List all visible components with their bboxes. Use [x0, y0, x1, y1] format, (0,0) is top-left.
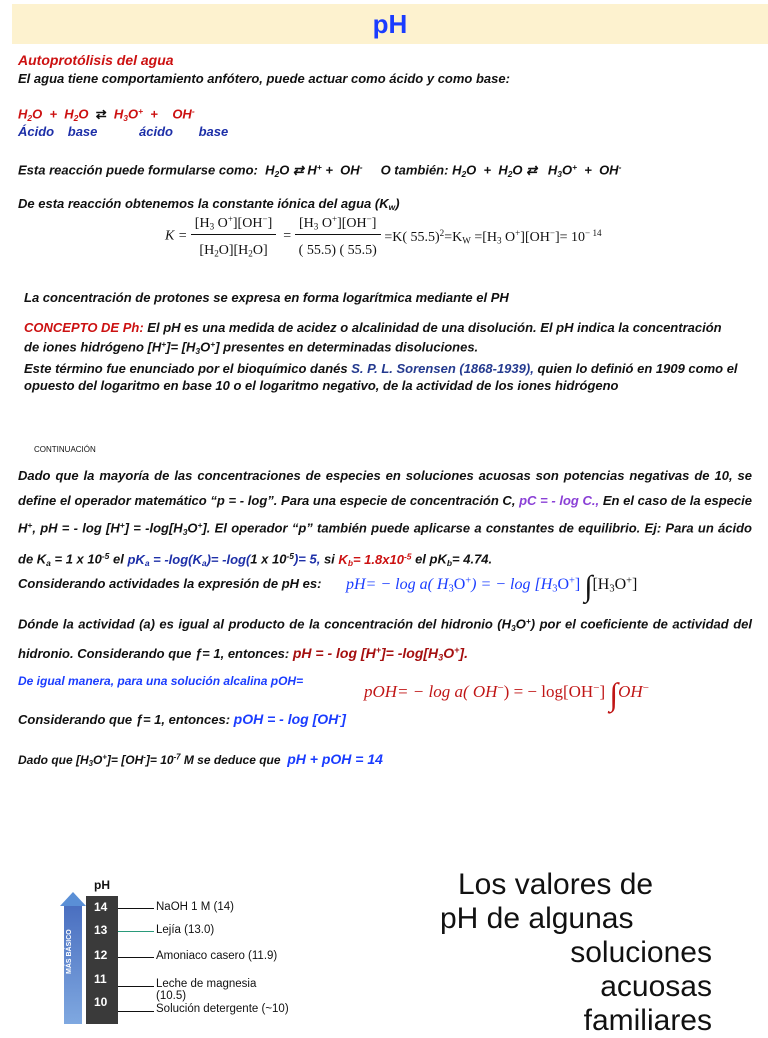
scale-item: Leche de magnesia: [156, 978, 257, 990]
definition-paragraph: Dado que la mayoría de las concentraciones de especies en soluciones acuosas son potencias negativas de 10, se define el operador matemático “p = - log”. Para una especie de concentración C, pC = - log C., En el caso de la especie H+, pH = - $\log [H^+] = -\log[H_3O^+]$. El operador “p” también puede aplicarse a constantes de equilibrio. Ej: Para un ácido de $K_a = 1$ x $10^{-5}$ el $pK_a = -\log(K_a)= -\log(1$ x $10^{-5})= 5$, si $K_b= 1.8x10^{-5}$ el $pK_b= 4.74$.: [18, 468, 752, 568]
continuation-label: CONTINUACIÓN: [34, 445, 96, 454]
consider-poh-line: Considerando que ƒ= 1, entonces: pOH = - log [OH-]: [18, 711, 346, 727]
integral-icon: ∫: [584, 570, 593, 603]
leader-line: [118, 931, 154, 932]
reaction-labels: Ácido base ácido base: [18, 124, 229, 139]
up-arrow-icon: [60, 892, 86, 906]
leader-line: [118, 1011, 154, 1012]
equilibrium-arrow-icon: ⇄: [92, 106, 111, 122]
activity-text: Considerando actividades la expresión de pH es:: [18, 576, 322, 591]
intro-text: El agua tiene comportamiento anfótero, puede actuar como ácido y como base:: [18, 71, 510, 86]
tick-13: 13: [94, 923, 108, 937]
leader-line: [118, 986, 154, 987]
k-equation: K = $\frac{[H_3 O^+][OH^-]}{[H_2O][H_2O]}$ = $\frac{[H_3 O^+][OH^-]}{( 55.5) ( 55.5)}$ =K( $55.5)^2=K_W =[H_3$ $O^+][OH^-]= 10^{- 14}$: [165, 214, 602, 259]
scale-item: (10.5): [156, 990, 187, 1002]
scale-axis-label: pH: [94, 878, 110, 892]
scale-item: Lejía (13.0): [156, 924, 215, 936]
ph-equation: pH= − log a( $H_3O^+$) = − $\log [H_3O^+]$ $\int[H_3O^+]$: [346, 570, 638, 603]
page-title: pH: [372, 9, 408, 39]
integral-icon-2: ∫: [609, 676, 619, 712]
scale-item: NaOH 1 M (14): [156, 901, 234, 913]
scale-item: Amoniaco casero (11.9): [156, 950, 278, 962]
leader-line: [118, 957, 154, 958]
concept-paragraph: CONCEPTO DE Ph: El pH es una medida de acidez o alcalinidad de una disolución. El pH indica la concentración de iones hidrógeno $[H^+]= [H_3O^+]$ presentes en determinadas disoluciones. Este término fue enunciado por el bioquímico danés S. P. L. Sorensen (1868-1939), quien lo definió en 1909 como el opuesto del logaritmo en base 10 o el logaritmo negativo, de la actividad de los iones hidrógeno: [24, 320, 738, 393]
activity-paragraph: Dónde la actividad (a) es igual al producto de la concentración del hidronio $(H_3O^+)$ por el coeficiente de actividad del hidronio. Considerando que ƒ= 1, entonces: pH = - $\log [H^+]= -\log[H_3O^+]$.: [18, 616, 752, 663]
scale-item: Solución detergente (~10): [156, 1003, 289, 1015]
side-label: MÁS BÁSICO: [66, 929, 73, 974]
leader-line: [118, 908, 154, 909]
poh-equation: pOH= − log a( OH−) = − log[OH−] ∫OH−: [364, 676, 649, 712]
reaction-equation: $H_2O + H_2O$ ⇄ $H_3O^+$ + OH-: [18, 106, 195, 123]
final-line: Dado que $[H_3O^+]= [OH^-]= 10^{-7}$ M se deduce que pH + pOH = 14: [18, 751, 383, 768]
tick-10: 10: [94, 995, 108, 1009]
section-heading: Autoprotólisis del agua: [18, 52, 174, 68]
constant-text: De esta reacción obtenemos la constante iónica del agua $(K_w)$: [18, 196, 400, 213]
figure-caption: Los valores de pH de algunas soluciones acuosas familiares: [440, 868, 712, 1037]
ph-scale-figure: [58, 866, 418, 1024]
log-text: La concentración de protones se expresa en forma logarítmica mediante el PH: [24, 290, 509, 305]
alkaline-text: De igual manera, para una solución alcalina pOH=: [18, 674, 304, 688]
title-bar: [12, 4, 768, 44]
formula-line: Esta reacción puede formularse como: $H_2O$ ⇄ H+ + OH- O también: $H_2O + H_2O$ ⇄ $H_3O^+ + OH^-$: [18, 162, 622, 179]
tick-11: 11: [94, 972, 107, 986]
tick-14: 14: [94, 900, 108, 914]
tick-12: 12: [94, 948, 108, 962]
